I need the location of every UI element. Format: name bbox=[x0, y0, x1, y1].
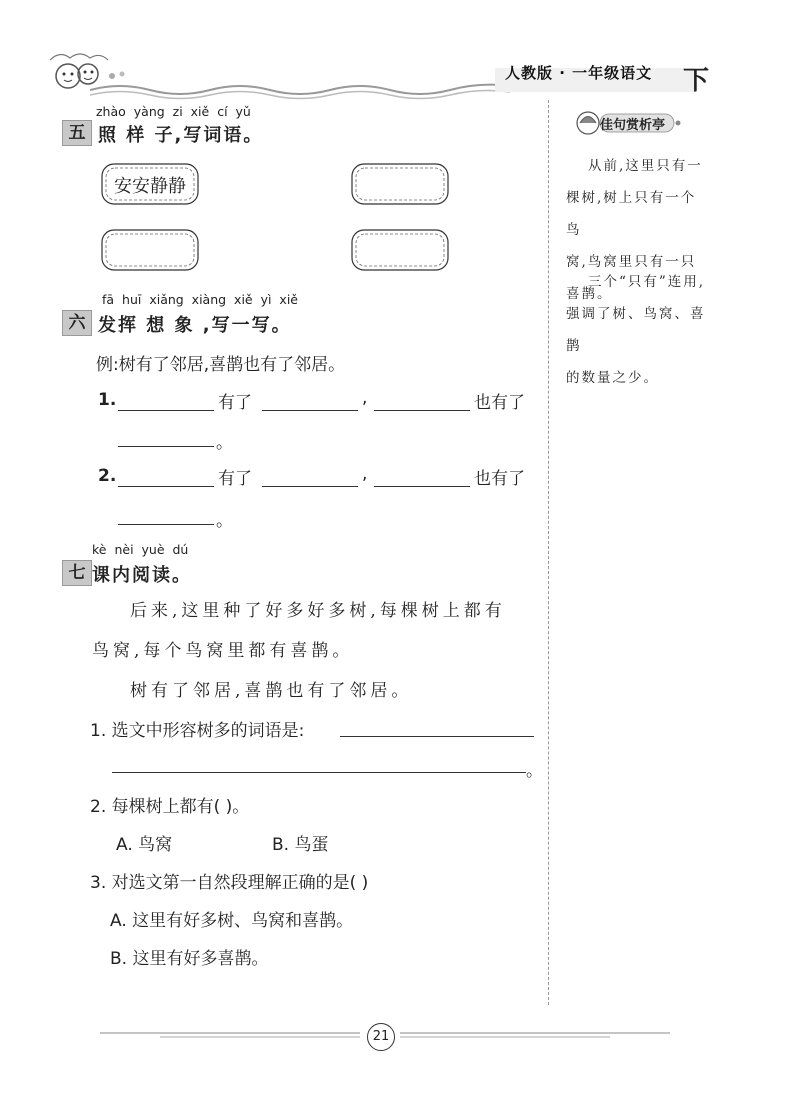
question-1-blank-a[interactable] bbox=[340, 736, 534, 737]
sidebar-para-2-line: 强调了树、鸟窝、喜鹊 bbox=[566, 306, 706, 354]
item-2-mid: 有了 bbox=[218, 469, 252, 489]
word-frame-4[interactable] bbox=[348, 226, 452, 274]
question-1-period: 。 bbox=[526, 761, 543, 781]
question-1: 1. 选文中形容树多的词语是: bbox=[90, 721, 305, 741]
passage-line-1: 后来,这里种了好多好多树,每棵树上都有 bbox=[130, 601, 506, 621]
sidebar-para-2 bbox=[566, 266, 706, 394]
item-2-blank-a[interactable] bbox=[118, 486, 214, 487]
sidebar-para-1-line: 窝,鸟窝里只有一只 bbox=[566, 254, 697, 270]
question-3: 3. 对选文第一自然段理解正确的是( ) bbox=[90, 873, 369, 893]
section-seven-pinyin: kè nèi yuè dú bbox=[92, 542, 189, 557]
section-six-pinyin: fā huī xiǎng xiàng xiě yì xiě bbox=[102, 292, 298, 307]
item-1-end: 也有了 bbox=[474, 393, 525, 413]
section-five-title: 照 样 子,写词语。 bbox=[98, 125, 264, 146]
question-1-blank-b[interactable] bbox=[112, 772, 526, 773]
item-2-comma: , bbox=[362, 464, 368, 484]
item-1-blank-a[interactable] bbox=[118, 410, 214, 411]
section-five-badge: 五 bbox=[62, 120, 92, 146]
sidebar-para-1-line: 棵树,树上只有一个鸟 bbox=[566, 190, 697, 238]
item-1-comma: , bbox=[362, 388, 368, 408]
item-2-period: 。 bbox=[216, 511, 233, 531]
item-2-blank-d[interactable] bbox=[118, 524, 214, 525]
question-2-option-a[interactable]: A. 鸟窝 bbox=[116, 835, 173, 855]
sidebar-para-1-line: 从前,这里只有一 bbox=[588, 158, 703, 174]
item-2-blank-c[interactable] bbox=[374, 486, 470, 487]
item-1-blank-d[interactable] bbox=[118, 446, 214, 447]
passage-line-2: 鸟窝,每个鸟窝里都有喜鹊。 bbox=[92, 641, 354, 661]
item-1-period: 。 bbox=[216, 433, 233, 453]
column-divider bbox=[548, 100, 549, 1005]
sidebar-para-1-line: 喜鹊。 bbox=[566, 286, 613, 302]
item-1-number: 1. bbox=[98, 390, 117, 410]
question-2: 2. 每棵树上都有( )。 bbox=[90, 797, 250, 817]
section-six-badge: 六 bbox=[62, 310, 92, 336]
passage-line-3: 树有了邻居,喜鹊也有了邻居。 bbox=[130, 681, 413, 701]
section-seven-badge: 七 bbox=[62, 560, 92, 586]
item-2-number: 2. bbox=[98, 466, 117, 486]
item-1-mid: 有了 bbox=[218, 393, 252, 413]
sidebar-para-2-line: 三个“只有”连用, bbox=[588, 274, 706, 290]
sidebar-title: 佳句赏析亭 bbox=[600, 118, 666, 133]
volume-label: 下 bbox=[683, 66, 710, 96]
edition-label: 人教版 · 一年级语文 bbox=[505, 64, 653, 82]
item-2-blank-b[interactable] bbox=[262, 486, 358, 487]
word-frame-2[interactable] bbox=[348, 160, 452, 208]
example-word: 安安静静 bbox=[114, 176, 186, 197]
section-seven-title: 课内阅读。 bbox=[92, 565, 192, 586]
item-1-blank-c[interactable] bbox=[374, 410, 470, 411]
item-2-end: 也有了 bbox=[474, 469, 525, 489]
question-3-option-a[interactable]: A. 这里有好多树、鸟窝和喜鹊。 bbox=[110, 911, 354, 931]
section-five-pinyin: zhào yàng zi xiě cí yǔ bbox=[96, 104, 251, 119]
page-number: 21 bbox=[367, 1023, 395, 1051]
question-2-option-b[interactable]: B. 鸟蛋 bbox=[272, 835, 329, 855]
section-six-title: 发挥 想 象 ,写一写。 bbox=[98, 315, 292, 336]
item-1-blank-b[interactable] bbox=[262, 410, 358, 411]
question-3-option-b[interactable]: B. 这里有好多喜鹊。 bbox=[110, 949, 269, 969]
section-six-example: 例:树有了邻居,喜鹊也有了邻居。 bbox=[96, 355, 346, 375]
word-frame-3[interactable] bbox=[98, 226, 202, 274]
sidebar-para-2-line: 的数量之少。 bbox=[566, 370, 659, 386]
